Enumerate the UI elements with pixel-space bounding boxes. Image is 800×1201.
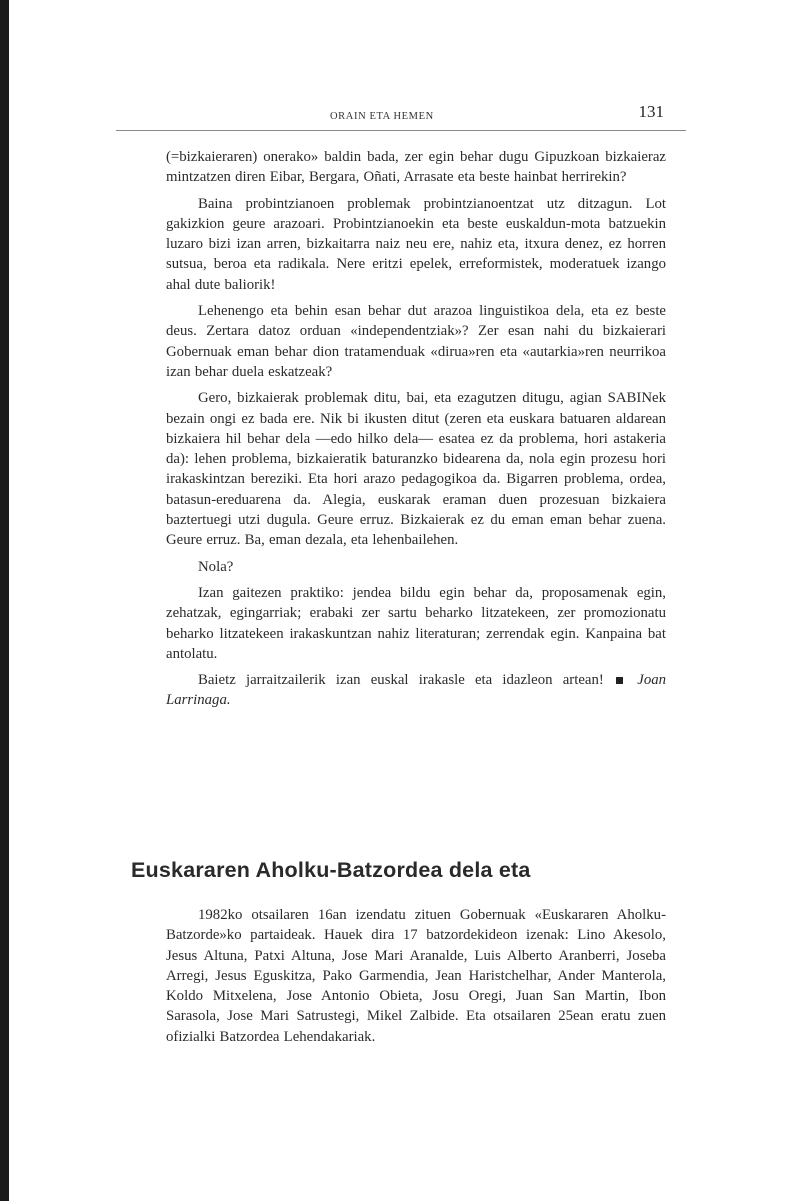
scan-left-edge xyxy=(0,0,9,1201)
running-head: ORAIN ETA HEMEN xyxy=(330,111,434,122)
article-paragraph: Baina probintzianoen problemak probintzianoentzat utz ditzagun. Lot gakizkion geure arazoari. Probintzianoekin eta beste euskaldun-mota batzuekin luzaro bizi izan arren, bizkaitarra naiz neu ere, nahiz eta, itxura denez, ez horren sutsua, beroa eta radikala. Nere eritzi epelek, erreformistek, moderatuek izango ahal dute baliorik! xyxy=(166,195,666,293)
article-aholku-batzordea xyxy=(166,905,666,1053)
closing-paragraph xyxy=(166,670,666,711)
article-orain-eta-hemen xyxy=(166,147,666,717)
section-title: Euskararen Aholku-Batzordea dela eta xyxy=(131,858,531,882)
page-number: 131 xyxy=(638,102,664,121)
article-paragraph: Lehenengo eta behin esan behar dut arazoa linguistikoa dela, eta ez beste deus. Zertara datoz orduan «independentziak»? Zer esan nahi du bizkaierari Gobernuak eman behar dion tratamenduak «dirua»ren eta «autarkia»ren neurrikoa izan behar duela eskatzeak? xyxy=(166,303,666,380)
page-header xyxy=(116,100,686,131)
closing-text: Baietz jarraitzailerik izan euskal irakasle eta idazleon artean! xyxy=(198,672,604,689)
author-byline: Joan Larrinaga. xyxy=(166,672,667,709)
article-paragraph: Izan gaitezen praktiko: jendea bildu egin behar da, proposamenak egin, zehatzak, egingarriak; erabaki zer sartu beharko litzatekeen, zer promozionatu beharko litzatekeen irakaskuntzan nahiz literaturan; zerrendak egin. Kanpaina bat antolatu. xyxy=(166,584,666,662)
article-paragraph: Nola? xyxy=(198,558,234,575)
article-paragraph: Gero, bizkaierak problemak ditu, bai, eta ezagutzen ditugu, agian SABINek bezain ongi ez bada ere. Nik bi ikusten ditut (zeren eta euskara batuaren aldarean bizkaiera hil behar dela —edo hilko dela— esatea ez da problema, hori astakeria da): lehen problema, bizkaieratik baturanzko bidearena da, nola egin prozesu hori irakaskintzan bereziki. Eta hori arazo pedagogikoa da. Bigarren problema, ordea, batasun-ereduarena da. Alegia, euskarak eraman duen prozesuan bizkaiera baztertuegi utzi dugula. Geure erruz. Bizkaierak ez du eman eman behar zuena. Geure erruz. Ba, eman dezala, eta lehenbailehen. xyxy=(166,390,666,549)
end-mark-icon xyxy=(616,677,623,684)
article-paragraph: (=bizkaieraren) onerako» baldin bada, zer egin behar dugu Gipuzkoan bizkaieraz mintzatzen diren Eibar, Bergara, Oñati, Arrasate eta beste hainbat herrirekin? xyxy=(166,149,666,186)
article-paragraph: 1982ko otsailaren 16an izendatu zituen Gobernuak «Euskararen Aholku-Batzorde»ko partaideak. Hauek dira 17 batzordekideon izenak: Lino Akesolo, Jesus Altuna, Patxi Altuna, Jose Mari Aranalde, Luis Alberto Aranberri, Joseba Arregi, Jesus Eguskitza, Pako Garmendia, Jean Haristchelhar, Ander Manterola, Koldo Mitxelena, Jose Antonio Obieta, Josu Oregi, Juan San Martin, Ibon Sarasola, Jose Mari Satrustegi, Mikel Zalbide. Eta otsailaren 25ean eratu zuen ofizialki Batzordea Lehendakariak. xyxy=(166,907,666,1045)
